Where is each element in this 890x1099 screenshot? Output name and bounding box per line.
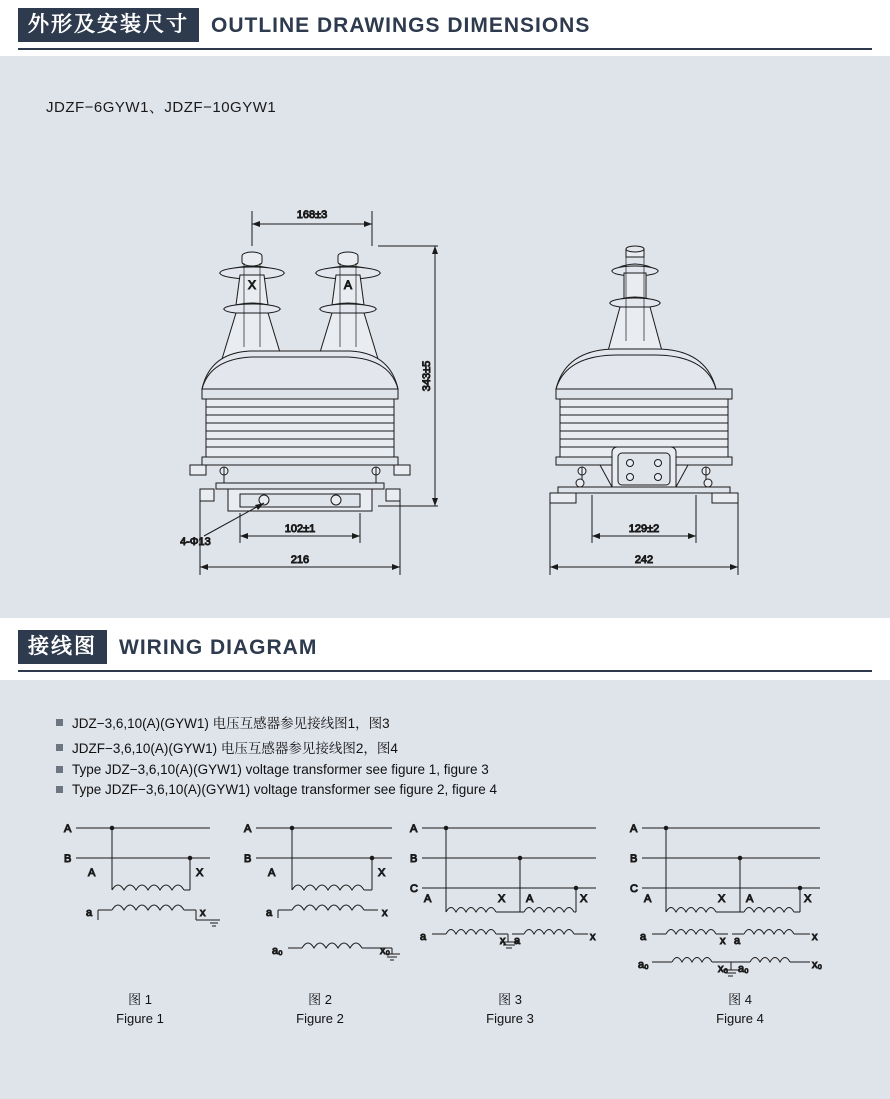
list-item xyxy=(56,737,497,757)
winding-label-p4: X xyxy=(580,893,588,905)
line-label-b: B xyxy=(244,853,252,865)
figure-caption-3 xyxy=(450,990,570,1028)
outline-title-cn: 外形及安装尺寸 xyxy=(18,8,199,42)
winding-label-s4: x xyxy=(590,931,596,943)
winding-label-s6: x₀ xyxy=(718,963,729,975)
terminal-label-a: A xyxy=(344,278,353,292)
wiring-diagram-panel xyxy=(0,680,890,1099)
winding-label-p3: A xyxy=(746,893,754,905)
wiring-figure-1 xyxy=(50,810,230,970)
dim-mid-label: 102±1 xyxy=(284,523,316,535)
note-text: Type JDZ−3,6,10(A)(GYW1) voltage transformer see figure 1, figure 3 xyxy=(72,762,489,777)
figure-en-3: Figure 3 xyxy=(486,1011,534,1026)
header-rule-2 xyxy=(18,670,872,672)
wiring-notes-list xyxy=(56,712,497,802)
figure-en-2: Figure 2 xyxy=(296,1011,344,1026)
dim-hole-label: 4-Φ13 xyxy=(180,536,211,548)
wiring-title-en: WIRING DIAGRAM xyxy=(119,635,318,659)
note-text: Type JDZF−3,6,10(A)(GYW1) voltage transformer see figure 2, figure 4 xyxy=(72,782,498,797)
figure-cn-1: 图 1 xyxy=(128,992,152,1007)
winding-label-s3: a xyxy=(734,935,741,947)
winding-label-s4: x₀ xyxy=(380,945,391,957)
winding-label-p1: A xyxy=(88,867,96,879)
list-item xyxy=(56,712,497,732)
bullet-icon xyxy=(56,766,63,773)
terminal-label-x: X xyxy=(248,278,257,292)
dim-top-label: 168±3 xyxy=(296,209,328,221)
winding-label-p2: X xyxy=(196,867,204,879)
winding-label-s1: a xyxy=(420,931,427,943)
winding-label-p1: A xyxy=(644,893,652,905)
figure-cn-3: 图 3 xyxy=(498,992,522,1007)
figure-en-1: Figure 1 xyxy=(116,1011,164,1026)
figure-caption-2 xyxy=(260,990,380,1028)
dim-bottom-label: 216 xyxy=(290,554,310,566)
list-item xyxy=(56,782,497,797)
wiring-figure-4 xyxy=(620,810,850,990)
winding-label-p2: X xyxy=(718,893,726,905)
line-label-b: B xyxy=(410,853,418,865)
figure-cn-2: 图 2 xyxy=(308,992,332,1007)
winding-label-s1: a xyxy=(266,907,273,919)
winding-label-s1: a xyxy=(640,931,647,943)
wiring-section-header xyxy=(0,630,890,674)
dim-mid-label-right: 129±2 xyxy=(628,523,660,535)
figure-caption-1 xyxy=(80,990,200,1028)
winding-label-p3: A xyxy=(526,893,534,905)
line-label-c: C xyxy=(630,883,638,895)
line-label-b: B xyxy=(630,853,638,865)
outline-right-view xyxy=(540,151,820,601)
note-text: JDZ−3,6,10(A)(GYW1) 电压互感器参见接线图1，图3 xyxy=(72,716,390,731)
model-label: JDZF−6GYW1、JDZF−10GYW1 xyxy=(46,99,277,116)
bullet-icon xyxy=(56,744,63,751)
list-item xyxy=(56,762,497,777)
bullet-icon xyxy=(56,719,63,726)
header-rule xyxy=(18,48,872,50)
winding-label-s3: a xyxy=(514,935,521,947)
outline-drawing-panel xyxy=(0,56,890,618)
wiring-figure-3 xyxy=(400,810,615,980)
winding-label-p2: X xyxy=(378,867,386,879)
figure-en-4: Figure 4 xyxy=(716,1011,764,1026)
note-text: JDZF−3,6,10(A)(GYW1) 电压互感器参见接线图2，图4 xyxy=(72,741,398,756)
wiring-figure-2 xyxy=(230,810,418,985)
winding-label-s3: a₀ xyxy=(272,945,283,957)
winding-label-p4: X xyxy=(804,893,812,905)
winding-label-s7: a₀ xyxy=(738,963,749,975)
winding-label-s2: x xyxy=(200,907,206,919)
line-label-a: A xyxy=(64,823,72,835)
winding-label-s1: a xyxy=(86,907,93,919)
winding-label-p2: X xyxy=(498,893,506,905)
line-label-a: A xyxy=(244,823,252,835)
line-label-c: C xyxy=(410,883,418,895)
line-label-b: B xyxy=(64,853,72,865)
line-label-a: A xyxy=(410,823,418,835)
bullet-icon xyxy=(56,786,63,793)
winding-label-s5: a₀ xyxy=(638,959,649,971)
winding-label-s4: x xyxy=(812,931,818,943)
outline-section-header xyxy=(0,8,890,52)
outline-left-view xyxy=(180,151,480,601)
winding-label-s2: x xyxy=(500,935,506,947)
line-label-a: A xyxy=(630,823,638,835)
figure-cn-4: 图 4 xyxy=(728,992,752,1007)
winding-label-s2: x xyxy=(720,935,726,947)
outline-title-en: OUTLINE DRAWINGS DIMENSIONS xyxy=(211,13,591,37)
winding-label-p1: A xyxy=(268,867,276,879)
figure-caption-4 xyxy=(680,990,800,1028)
dim-height-label: 343±5 xyxy=(421,360,433,392)
winding-label-p1: A xyxy=(424,893,432,905)
winding-label-s8: x₀ xyxy=(812,959,823,971)
wiring-title-cn: 接线图 xyxy=(18,630,107,664)
winding-label-s2: x xyxy=(382,907,388,919)
dim-bottom-label-right: 242 xyxy=(634,554,654,566)
